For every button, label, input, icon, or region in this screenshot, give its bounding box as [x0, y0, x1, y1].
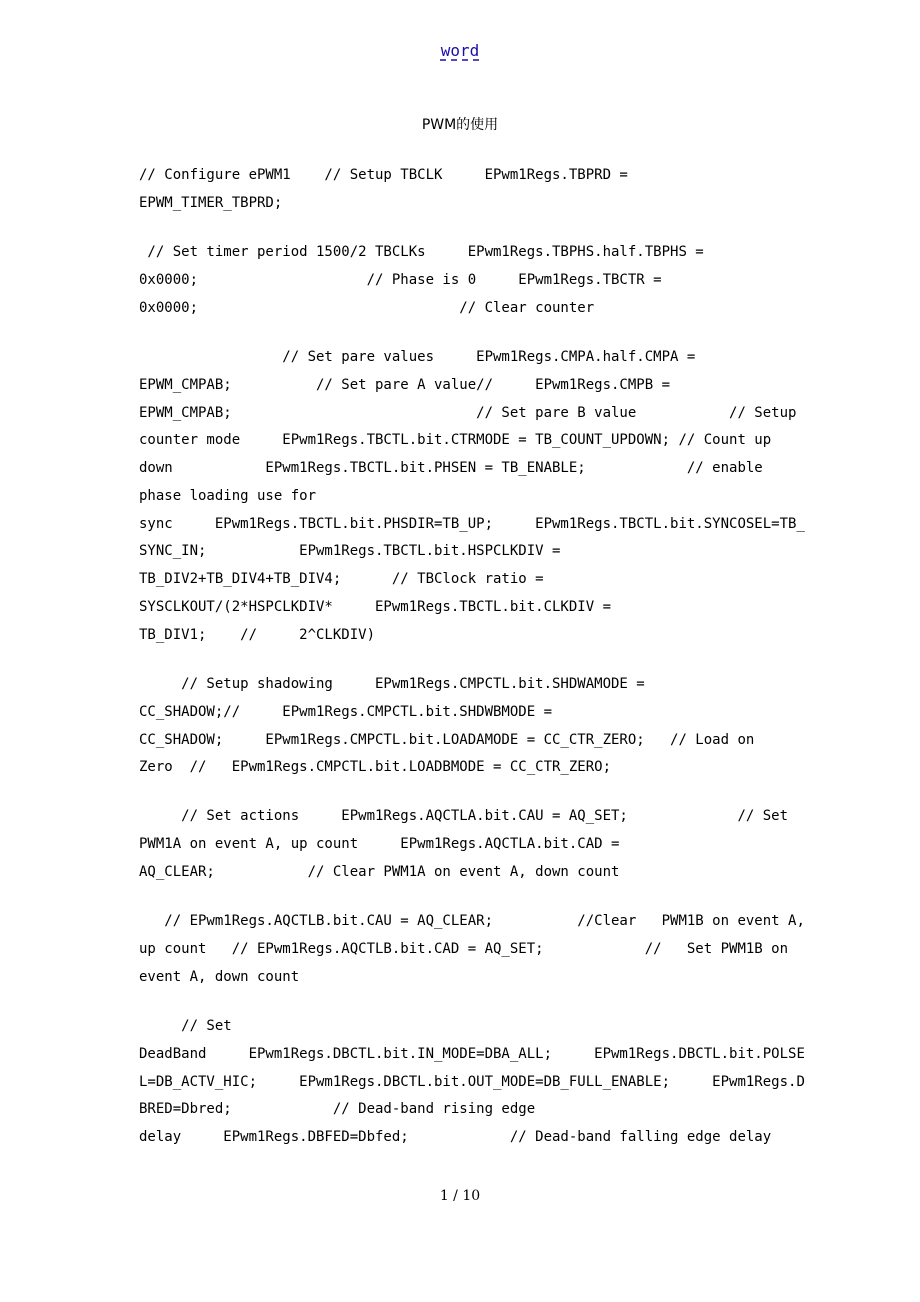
- text-line: SYNC_IN; EPwm1Regs.TBCTL.bit.HSPCLKDIV =: [139, 543, 561, 559]
- text-line: EPWM_CMPAB; // Set pare A value// EPwm1Regs.CMPB =: [139, 377, 671, 393]
- text-line: TB_DIV1; // 2^CLKDIV): [139, 627, 376, 643]
- text-line: EPWM_CMPAB; // Set pare B value // Setup: [139, 405, 797, 421]
- text-line: delay EPwm1Regs.DBFED=Dbfed; // Dead-band falling edge delay: [139, 1129, 772, 1145]
- text-line: PWM1A on event A, up count EPwm1Regs.AQCTLA.bit.CAD =: [139, 836, 620, 852]
- text-line: SYSCLKOUT/(2*HSPCLKDIV* EPwm1Regs.TBCTL.bit.CLKDIV =: [139, 599, 612, 615]
- page-indicator: 1 / 10: [439, 1188, 481, 1204]
- header-word-link[interactable]: [0, 40, 920, 62]
- text-line: // EPwm1Regs.AQCTLB.bit.CAU = AQ_CLEAR; //Clear PWM1B on event A,: [139, 913, 805, 929]
- text-line: CC_SHADOW;// EPwm1Regs.CMPCTL.bit.SHDWBMODE =: [139, 704, 553, 720]
- text-line: // Setup shadowing EPwm1Regs.CMPCTL.bit.SHDWAMODE =: [139, 676, 645, 692]
- text-line: // Set actions EPwm1Regs.AQCTLA.bit.CAU = AQ_SET; // Set: [139, 808, 789, 824]
- text-line: // Set timer period 1500/2 TBCLKs EPwm1Regs.TBPHS.half.TBPHS =: [139, 244, 704, 260]
- text-line: // Set pare values EPwm1Regs.CMPA.half.CMPA =: [139, 349, 696, 365]
- text-line: BRED=Dbred; // Dead-band rising edge: [139, 1101, 536, 1117]
- text-line: Zero // EPwm1Regs.CMPCTL.bit.LOADBMODE = CC_CTR_ZERO;: [139, 759, 612, 775]
- text-line: 0x0000; // Phase is 0 EPwm1Regs.TBCTR =: [139, 272, 662, 288]
- text-line: CC_SHADOW; EPwm1Regs.CMPCTL.bit.LOADAMODE = CC_CTR_ZERO; // Load on: [139, 732, 755, 748]
- text-line: sync EPwm1Regs.TBCTL.bit.PHSDIR=TB_UP; EPwm1Regs.TBCTL.bit.SYNCOSEL=TB_: [139, 516, 805, 532]
- text-line: up count // EPwm1Regs.AQCTLB.bit.CAD = AQ_SET; // Set PWM1B on: [139, 941, 789, 957]
- text-line: L=DB_ACTV_HIC; EPwm1Regs.DBCTL.bit.OUT_MODE=DB_FULL_ENABLE; EPwm1Regs.D: [139, 1074, 805, 1090]
- text-line: DeadBand EPwm1Regs.DBCTL.bit.IN_MODE=DBA_ALL; EPwm1Regs.DBCTL.bit.POLSE: [139, 1046, 805, 1062]
- text-line: EPWM_TIMER_TBPRD;: [139, 195, 283, 211]
- text-line: TB_DIV2+TB_DIV4+TB_DIV4; // TBClock ratio =: [139, 571, 544, 587]
- document-title: PWM的使用: [421, 117, 499, 133]
- text-line: down EPwm1Regs.TBCTL.bit.PHSEN = TB_ENABLE; // enable: [139, 460, 763, 476]
- text-line: event A, down count: [139, 969, 300, 985]
- text-line: counter mode EPwm1Regs.TBCTL.bit.CTRMODE = TB_COUNT_UPDOWN; // Count up: [139, 432, 772, 448]
- header-link-text[interactable]: word: [440, 41, 480, 60]
- text-line: AQ_CLEAR; // Clear PWM1A on event A, down count: [139, 864, 620, 880]
- text-line: 0x0000; // Clear counter: [139, 300, 595, 316]
- text-line: // Set: [139, 1018, 232, 1034]
- text-line: phase loading use for: [139, 488, 317, 504]
- text-line: // Configure ePWM1 // Setup TBCLK EPwm1Regs.TBPRD =: [139, 167, 628, 183]
